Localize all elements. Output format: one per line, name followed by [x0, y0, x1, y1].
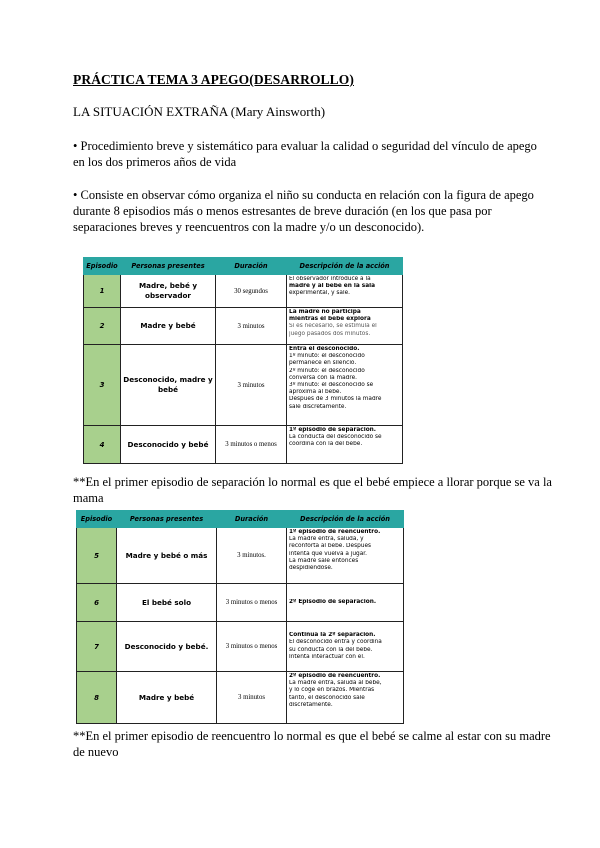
description-line: coordina con la del bebé. [289, 441, 363, 448]
action-description [287, 426, 403, 464]
header-episode: Episodio [84, 258, 121, 275]
description-line: 2º minuto: el desconocido [289, 367, 365, 374]
duration: 3 minutos [216, 308, 287, 345]
persons-present: Desconocido, madre y bebé [121, 345, 216, 426]
page-title: PRÁCTICA TEMA 3 APEGO(DESARROLLO) [73, 72, 354, 87]
description-line: despidiéndose. [289, 565, 333, 572]
episode-number: 6 [77, 584, 117, 622]
action-description [287, 622, 404, 672]
duration: 3 minutos o menos [217, 622, 287, 672]
episodes-table-1 [83, 257, 403, 464]
header-persons: Personas presentes [117, 511, 217, 528]
description-line: Intenta interactuar con él. [289, 653, 365, 660]
description-line: mientras el bebé explora [289, 316, 371, 323]
table-row [77, 622, 404, 672]
header-description: Descripción de la acción [287, 511, 404, 528]
table-header-row [77, 511, 404, 528]
description-line: discretamente. [289, 701, 333, 708]
description-line: 3º minuto: el desconocido se [289, 382, 374, 389]
persons-present: Madre, bebé y observador [121, 275, 216, 308]
table-row [84, 345, 403, 426]
table-row [77, 672, 404, 724]
episode-number: 4 [84, 426, 121, 464]
description-line: reconforta al bebé. Después [289, 543, 372, 550]
header-persons: Personas presentes [121, 258, 216, 275]
header-description: Descripción de la acción [287, 258, 403, 275]
episode-number: 8 [77, 672, 117, 724]
description-line: 1º episodio de reencuentro. [289, 529, 381, 535]
episode-number: 3 [84, 345, 121, 426]
episode-number: 1 [84, 275, 121, 308]
table-row [77, 584, 404, 622]
description-line: La conducta del desconocido se [289, 434, 382, 441]
persons-present: Madre y bebé [121, 308, 216, 345]
description-line: Después de 3 minutos la madre [289, 396, 382, 403]
description-line: 1º episodio de separación. [289, 427, 377, 433]
duration: 3 minutos. [217, 528, 287, 584]
description-line: Entra el desconocido. [289, 346, 360, 352]
description-line: su conducta con la del bebé. [289, 646, 373, 653]
table-row [84, 308, 403, 345]
description-line: y lo coge en brazos. Mientras [289, 687, 375, 694]
action-description [287, 672, 404, 724]
description-line: La madre entra, saluda, y [289, 536, 364, 543]
description-line: La madre no participa [289, 309, 361, 315]
duration: 3 minutos [217, 672, 287, 724]
paragraph-method: • Consiste en observar cómo organiza el niño su conducta en relación con la figura de apego durante 8 episodios más o menos estresantes de breve duración (en los que pasa por separaciones breves y reencuentros con la madre y/o un desconocido). [73, 188, 534, 234]
header-duration: Duración [217, 511, 287, 528]
duration: 3 minutos o menos [217, 584, 287, 622]
action-description [287, 584, 404, 622]
episode-number: 5 [77, 528, 117, 584]
description-line: Si es necesario, se estimula el [289, 323, 377, 330]
description-line: experimental, y sale. [289, 290, 351, 297]
table-row [84, 426, 403, 464]
description-line: tanto, el desconocido sale [289, 694, 365, 701]
action-description [287, 528, 404, 584]
persons-present: Desconocido y bebé [121, 426, 216, 464]
description-line: El observador introduce a la [289, 276, 371, 282]
action-description [287, 345, 403, 426]
episodes-table-2 [76, 510, 404, 724]
description-line: juego pasados dos minutos. [289, 330, 371, 337]
description-line: La madre entra, saluda al bebé, [289, 680, 382, 687]
action-description [287, 275, 403, 308]
description-line: intenta que vuelva a jugar. [289, 550, 367, 557]
description-line: El desconocido entra y coordina [289, 639, 382, 646]
duration: 30 segundos [216, 275, 287, 308]
table-header-row [84, 258, 403, 275]
persons-present: Madre y bebé [117, 672, 217, 724]
header-episode: Episodio [77, 511, 117, 528]
persons-present: Desconocido y bebé. [117, 622, 217, 672]
table-row [84, 275, 403, 308]
duration: 3 minutos o menos [216, 426, 287, 464]
description-line: conversa con la madre. [289, 374, 358, 381]
description-line: madre y al bebé en la sala [289, 283, 376, 290]
description-line: Continua la 2º separación. [289, 632, 376, 639]
action-description [287, 308, 403, 345]
persons-present: Madre y bebé o más [117, 528, 217, 584]
description-line: La madre sale entonces [289, 557, 359, 564]
header-duration: Duración [216, 258, 287, 275]
note-separation: **En el primer episodio de separación lo normal es que el bebé empiece a llorar porque se va la mama [73, 475, 552, 505]
description-line: 2º episodio de reencuentro. [289, 673, 381, 679]
description-line: 2º Episodio de separación. [289, 598, 377, 605]
note-reunion: **En el primer episodio de reencuentro lo normal es que el bebé se calme al estar con su madre de nuevo [73, 729, 551, 759]
episode-number: 2 [84, 308, 121, 345]
persons-present: El bebé solo [117, 584, 217, 622]
description-line: aproxima al bebé. [289, 389, 342, 396]
subtitle: LA SITUACIÓN EXTRAÑA (Mary Ainsworth) [73, 104, 326, 119]
table-row [77, 528, 404, 584]
duration: 3 minutos [216, 345, 287, 426]
description-line: 1º minuto: el desconocido [289, 353, 365, 360]
episode-number: 7 [77, 622, 117, 672]
paragraph-procedure: • Procedimiento breve y sistemático para evaluar la calidad o seguridad del vínculo de apego en los dos primeros años de vida [73, 139, 537, 169]
description-line: permanece en silencio. [289, 360, 357, 367]
description-line: sale discretamente. [289, 403, 347, 410]
